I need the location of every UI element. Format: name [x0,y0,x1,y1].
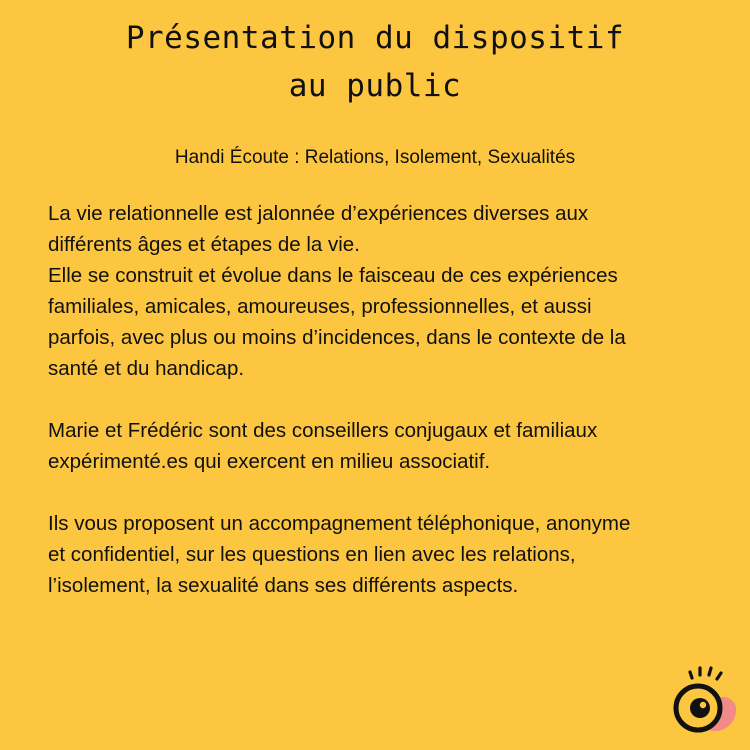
text-line: familiales, amicales, amoureuses, professionnelles, et aussi [48,295,592,318]
text-line: Marie et Frédéric sont des conseillers conjugaux et familiaux [48,419,598,442]
text-line: santé et du handicap. [48,357,245,380]
paragraph-offer [48,508,708,601]
eye-logo-icon [666,662,742,742]
text-line: Ils vous proposent un accompagnement téléphonique, anonyme [48,512,631,535]
body-text [48,198,708,632]
page-title [0,14,750,110]
paragraph-intro [48,198,708,384]
text-line: et confidentiel, sur les questions en lien avec les relations, [48,543,576,566]
text-line: parfois, avec plus ou moins d’incidences, dans le contexte de la [48,326,626,349]
paragraph-counselors [48,415,708,477]
text-line: l’isolement, la sexualité dans ses différents aspects. [48,574,519,597]
page-subtitle: Handi Écoute : Relations, Isolement, Sexualités [174,147,576,168]
page-title-line-2: au public [288,68,462,104]
page-title-line-1: Présentation du dispositif [125,20,625,56]
text-line: expérimenté.es qui exercent en milieu associatif. [48,450,491,473]
text-line: Elle se construit et évolue dans le faisceau de ces expériences [48,264,618,287]
text-line: différents âges et étapes de la vie. [48,233,360,256]
text-line: La vie relationnelle est jalonnée d’expériences diverses aux [48,202,589,225]
